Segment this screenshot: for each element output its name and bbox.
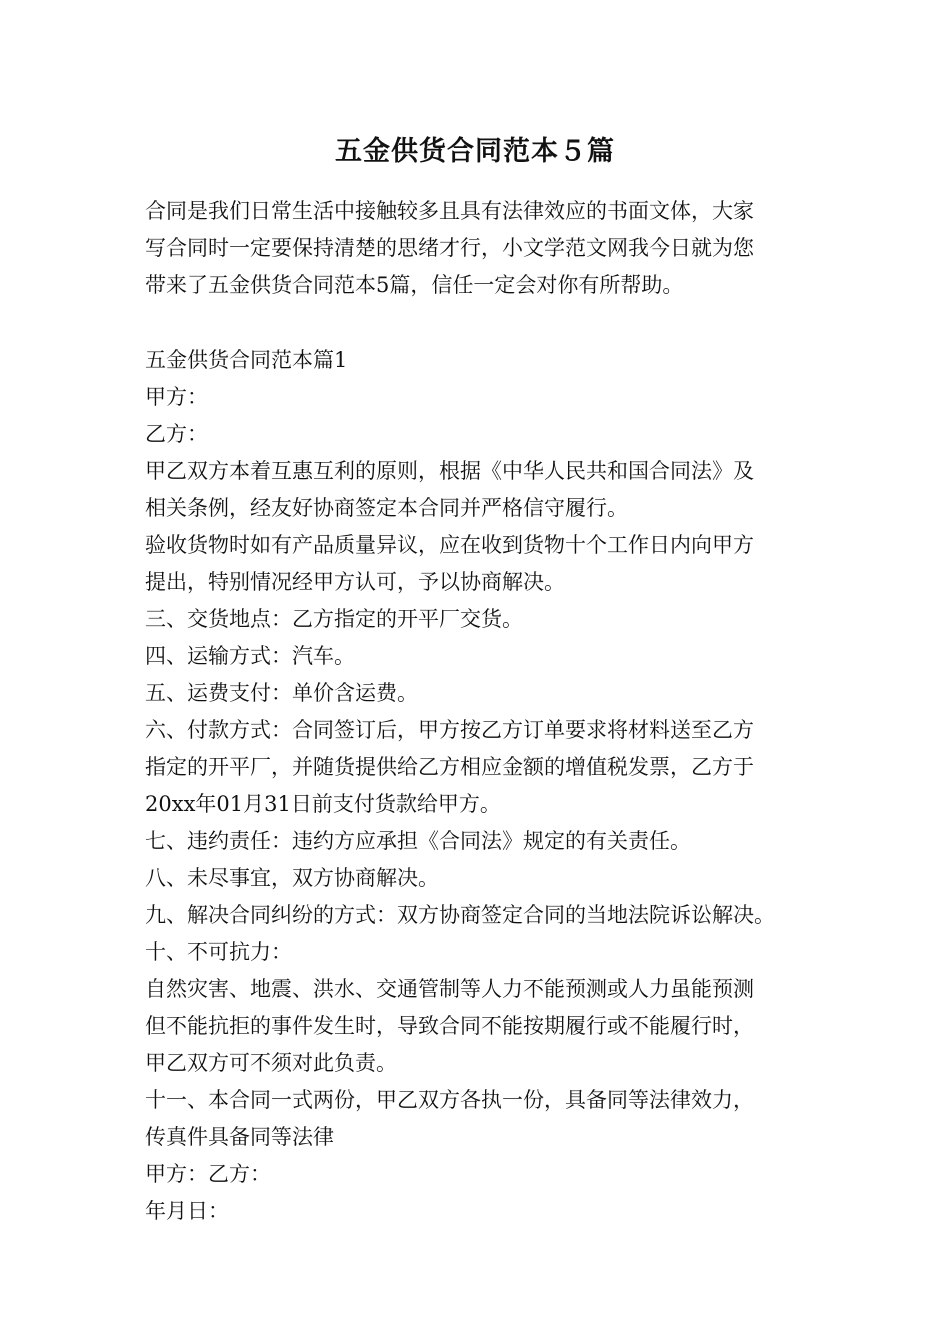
contract-body xyxy=(145,342,810,1230)
body-line: 提出，特别情况经甲方认可，予以协商解决。 xyxy=(145,570,565,594)
body-line: 但不能抗拒的事件发生时，导致合同不能按期履行或不能履行时， xyxy=(145,1014,754,1038)
clause-transport: 四、运输方式：汽车。 xyxy=(145,644,355,668)
document-title: 五金供货合同范本５篇 xyxy=(335,136,615,167)
section-heading: 五金供货合同范本篇1 xyxy=(145,348,348,372)
body-line: 传真件具备同等法律 xyxy=(145,1125,334,1149)
clause-copies: 十一、本合同一式两份，甲乙双方各执一份，具备同等法律效力， xyxy=(145,1088,754,1112)
clause-other-matters: 八、未尽事宜，双方协商解决。 xyxy=(145,866,439,890)
intro-line: 写合同时一定要保持清楚的思绪才行，小文学范文网我今日就为您 xyxy=(145,236,754,260)
intro-line: 带来了五金供货合同范本5篇，信任一定会对你有所帮助。 xyxy=(145,273,684,297)
body-line: 甲乙双方可不须对此负责。 xyxy=(145,1051,397,1075)
clause-liability: 七、违约责任：违约方应承担《合同法》规定的有关责任。 xyxy=(145,829,691,853)
intro-paragraph xyxy=(145,193,810,304)
clause-force-majeure: 十、不可抗力： xyxy=(145,940,292,964)
body-line: 20xx年01月31日前支付货款给甲方。 xyxy=(145,792,501,816)
party-a-label: 甲方： xyxy=(145,385,208,409)
intro-line: 合同是我们日常生活中接触较多且具有法律效应的书面文体，大家 xyxy=(145,199,754,223)
clause-payment: 六、付款方式：合同签订后，甲方按乙方订单要求将材料送至乙方 xyxy=(145,718,754,742)
signature-parties: 甲方：乙方： xyxy=(145,1162,271,1186)
body-line: 自然灾害、地震、洪水、交通管制等人力不能预测或人力虽能预测 xyxy=(145,977,754,1001)
body-line: 甲乙双方本着互惠互利的原则，根据《中华人民共和国合同法》及 xyxy=(145,459,754,483)
clause-dispute: 九、解决合同纠纷的方式：双方协商签定合同的当地法院诉讼解决。 xyxy=(145,903,775,927)
party-b-label: 乙方： xyxy=(145,422,208,446)
clause-freight: 五、运费支付：单价含运费。 xyxy=(145,681,418,705)
body-line: 指定的开平厂，并随货提供给乙方相应金额的增值税发票，乙方于 xyxy=(145,755,754,779)
body-line: 验收货物时如有产品质量异议，应在收到货物十个工作日内向甲方 xyxy=(145,533,754,557)
clause-delivery-place: 三、交货地点：乙方指定的开平厂交货。 xyxy=(145,607,523,631)
signature-date: 年月日： xyxy=(145,1199,229,1223)
body-line: 相关条例，经友好协商签定本合同并严格信守履行。 xyxy=(145,496,628,520)
